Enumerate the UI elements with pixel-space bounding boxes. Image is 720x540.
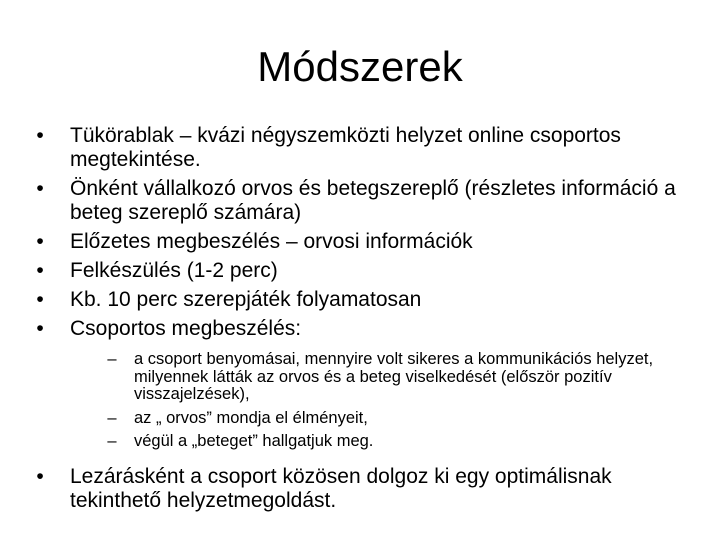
bullet-item	[30, 317, 695, 451]
bullet-text: Előzetes megbeszélés – orvosi információk	[70, 230, 473, 253]
bullet-item	[30, 288, 695, 312]
bullet-icon: •	[36, 124, 44, 147]
bullet-icon: •	[36, 177, 44, 200]
dash-icon: –	[107, 350, 117, 368]
bullet-icon: •	[36, 259, 44, 282]
bullet-icon: •	[36, 464, 44, 488]
bullet-text: Csoportos megbeszélés:	[70, 317, 302, 340]
sub-bullet-text: az „ orvos” mondja el élményeit,	[134, 408, 368, 427]
slide-title: Módszerek	[257, 43, 463, 90]
bullet-item	[30, 124, 695, 172]
sub-bullet-item	[104, 351, 695, 404]
bullet-text: Tükörablak – kvázi négyszemközti helyzet online csoportos megtekintése.	[70, 124, 621, 171]
dash-icon: –	[107, 432, 117, 450]
bullet-text: Felkészülés (1-2 perc)	[70, 259, 278, 282]
bullet-item	[30, 465, 695, 513]
sub-bullet-item	[104, 433, 695, 451]
dash-icon: –	[107, 408, 117, 427]
sub-bullet-item	[104, 410, 695, 428]
bullet-icon: •	[36, 288, 44, 311]
slide-content	[30, 124, 695, 518]
bullet-icon: •	[36, 317, 44, 340]
bullet-list	[30, 124, 695, 513]
bullet-text: Önként vállalkozó orvos és betegszereplő (részletes információ a beteg szereplő számára)	[70, 177, 676, 224]
sub-bullet-text: a csoport benyomásai, mennyire volt sikeres a kommunikációs helyzet, milyennek látták az orvos és a beteg viselkedését (először pozitív visszajelzések),	[134, 350, 654, 403]
bullet-text: Kb. 10 perc szerepjáték folyamatosan	[70, 288, 422, 311]
sub-bullet-text: végül a „beteget” hallgatjuk meg.	[134, 432, 374, 450]
bullet-icon: •	[36, 230, 44, 253]
bullet-text: Lezárásként a csoport közösen dolgoz ki egy optimálisnak tekinthető helyzetmegoldást.	[70, 464, 612, 512]
sub-bullet-list	[104, 351, 695, 451]
bullet-item	[30, 177, 695, 225]
bullet-item	[30, 259, 695, 283]
bullet-item	[30, 230, 695, 254]
